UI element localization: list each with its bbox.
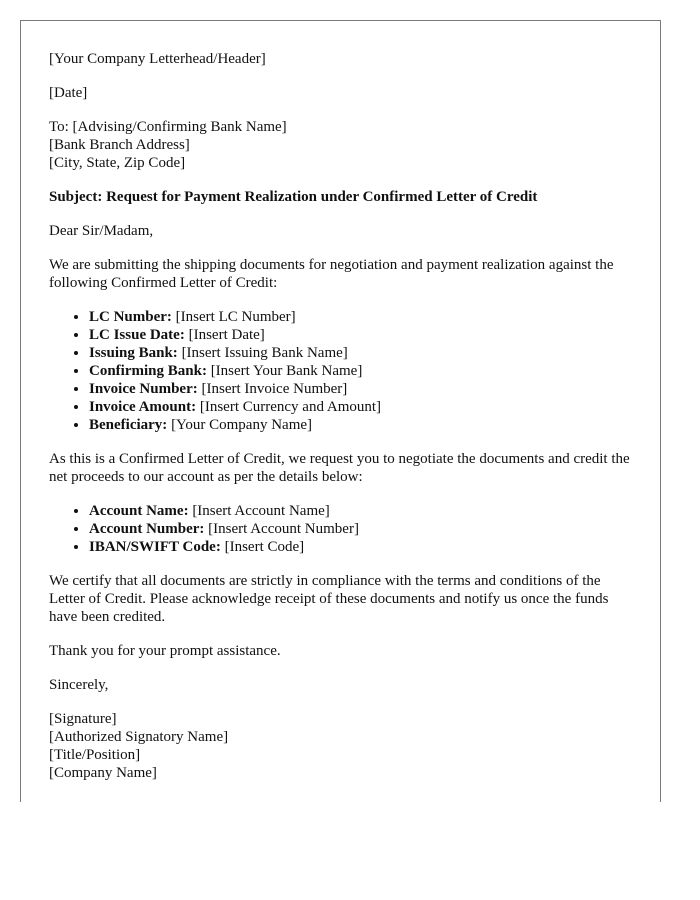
lc-detail-value: [Insert Issuing Bank Name] bbox=[177, 345, 348, 361]
account-details-list bbox=[49, 502, 639, 556]
certification-paragraph: We certify that all documents are strictly in compliance with the terms and conditions of the Letter of Credit. Please acknowledge receipt of these documents and notify us once the funds have been credited. bbox=[49, 573, 609, 625]
account-detail-label: IBAN/SWIFT Code: bbox=[89, 539, 221, 555]
recipient-address bbox=[49, 118, 639, 172]
lc-detail-label: Confirming Bank: bbox=[89, 363, 207, 379]
lc-detail-label: LC Number: bbox=[89, 309, 172, 325]
lc-detail-label: Issuing Bank: bbox=[89, 345, 178, 361]
recipient-city-state-zip: [City, State, Zip Code] bbox=[49, 155, 186, 171]
lc-detail-item bbox=[89, 416, 639, 434]
lc-detail-value: [Insert Date] bbox=[184, 327, 265, 343]
lc-detail-value: [Insert Currency and Amount] bbox=[196, 399, 382, 415]
lc-detail-value: [Insert Invoice Number] bbox=[197, 381, 348, 397]
signatory-company: [Company Name] bbox=[49, 765, 157, 781]
lc-detail-label: LC Issue Date: bbox=[89, 327, 185, 343]
lc-detail-item bbox=[89, 362, 639, 380]
lc-detail-label: Invoice Amount: bbox=[89, 399, 197, 415]
intro-paragraph: We are submitting the shipping documents for negotiation and payment realization against the following Confirmed Letter of Credit: bbox=[49, 257, 614, 291]
lc-detail-item bbox=[89, 380, 639, 398]
signatory-title: [Title/Position] bbox=[49, 747, 141, 763]
lc-detail-value: [Insert LC Number] bbox=[171, 309, 296, 325]
letterhead: [Your Company Letterhead/Header] bbox=[49, 51, 266, 67]
thanks-paragraph: Thank you for your prompt assistance. bbox=[49, 643, 281, 659]
account-detail-value: [Insert Code] bbox=[220, 539, 305, 555]
request-paragraph: As this is a Confirmed Letter of Credit, we request you to negotiate the documents and credit the net proceeds to our account as per the details below: bbox=[49, 451, 630, 485]
account-detail-value: [Insert Account Number] bbox=[204, 521, 359, 537]
account-detail-label: Account Number: bbox=[89, 521, 205, 537]
account-detail-label: Account Name: bbox=[89, 503, 189, 519]
account-detail-item bbox=[89, 520, 639, 538]
recipient-branch-address: [Bank Branch Address] bbox=[49, 137, 190, 153]
lc-detail-label: Invoice Number: bbox=[89, 381, 198, 397]
closing: Sincerely, bbox=[49, 677, 109, 693]
letter-date: [Date] bbox=[49, 85, 88, 101]
lc-detail-item bbox=[89, 344, 639, 362]
account-detail-value: [Insert Account Name] bbox=[188, 503, 330, 519]
lc-detail-item bbox=[89, 308, 639, 326]
lc-detail-item bbox=[89, 326, 639, 344]
lc-details-list bbox=[49, 308, 639, 434]
signature-block bbox=[49, 710, 639, 782]
recipient-bank-name: To: [Advising/Confirming Bank Name] bbox=[49, 119, 287, 135]
salutation: Dear Sir/Madam, bbox=[49, 223, 154, 239]
account-detail-item bbox=[89, 502, 639, 520]
signature-placeholder: [Signature] bbox=[49, 711, 117, 727]
subject-line: Subject: Request for Payment Realization under Confirmed Letter of Credit bbox=[49, 189, 538, 205]
lc-detail-item bbox=[89, 398, 639, 416]
lc-detail-label: Beneficiary: bbox=[89, 417, 168, 433]
account-detail-item bbox=[89, 538, 639, 556]
letter-page bbox=[20, 20, 661, 802]
signatory-name: [Authorized Signatory Name] bbox=[49, 729, 229, 745]
lc-detail-value: [Your Company Name] bbox=[167, 417, 313, 433]
lc-detail-value: [Insert Your Bank Name] bbox=[206, 363, 363, 379]
letter-body bbox=[49, 50, 639, 798]
